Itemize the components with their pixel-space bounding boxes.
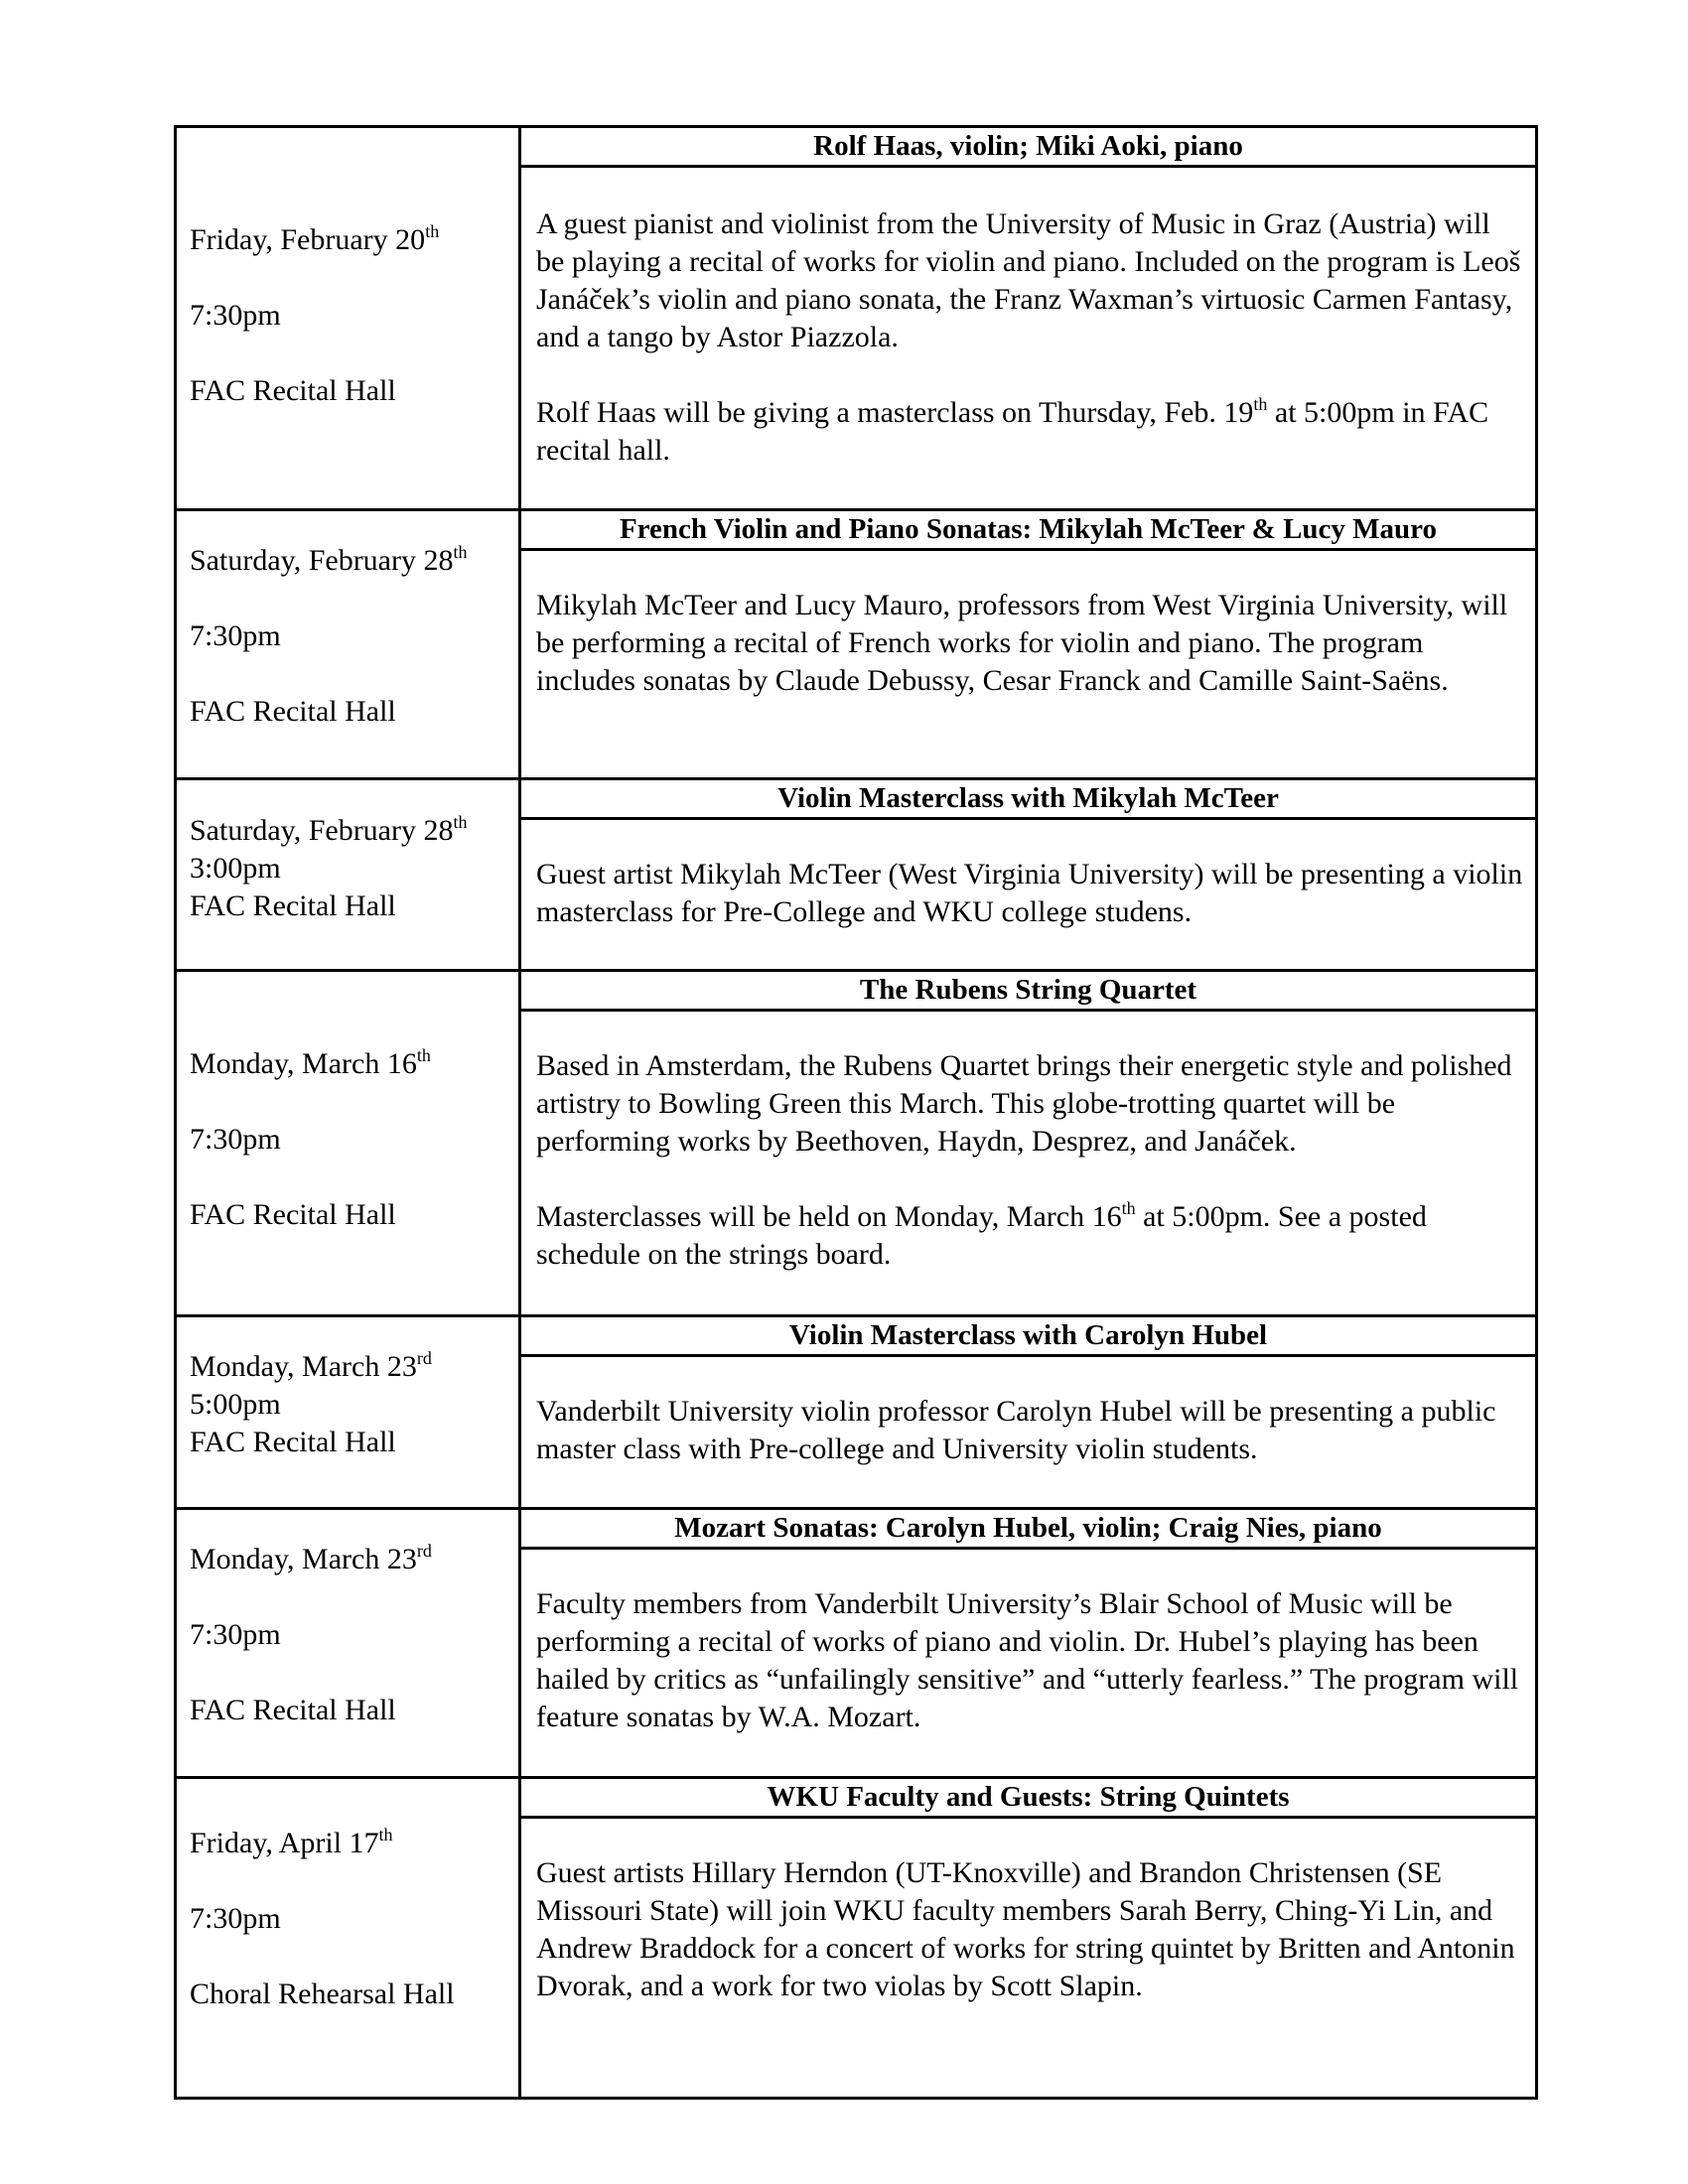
event-venue: FAC Recital Hall (190, 1426, 396, 1458)
event-title: Mozart Sonatas: Carolyn Hubel, violin; Craig Nies, piano (521, 1510, 1535, 1550)
event-date: Saturday, February 28th (190, 542, 468, 577)
event-time: 3:00pm (190, 852, 281, 885)
event-description: A guest pianist and violinist from the University of Music in Graz (Austria) will be playing a recital of works for violin and piano. Included on the program is Leoš Janáček’s violin and piano sonata, the Franz Waxman’s virtuosic Carmen Fantasy, and a tango by Astor Piazzola. Rolf Haas will be giving a masterclass on Thursday, Feb. 19th at 5:00pm in FAC recital hall. (536, 207, 1521, 467)
event-time: 7:30pm (190, 1618, 281, 1651)
event-title: French Violin and Piano Sonatas: Mikylah McTeer & Lucy Mauro (521, 511, 1535, 551)
event-time: 7:30pm (190, 299, 281, 332)
event-description: Based in Amsterdam, the Rubens Quartet brings their energetic style and polished artistry to Bowling Green this March. This globe-trotting quartet will be performing works by Beethoven, Haydn, Desprez, and Janáček. Masterclasses will be held on Monday, March 16th at 5:00pm. See a posted schedule on the strings board. (536, 1049, 1512, 1271)
events-table (174, 125, 1538, 2100)
event-when-where (177, 1779, 521, 2097)
event-title: Violin Masterclass with Carolyn Hubel (521, 1317, 1535, 1357)
event-time: 7:30pm (190, 1902, 281, 1935)
event-description: Mikylah McTeer and Lucy Mauro, professors from West Virginia University, will be performing a recital of French works for violin and piano. The program includes sonatas by Claude Debussy, Cesar Franck and Camille Saint-Saëns. (536, 589, 1508, 697)
event-venue: FAC Recital Hall (190, 1694, 396, 1726)
event-when-where (177, 1510, 521, 1779)
event-date: Friday, April 17th (190, 1825, 393, 1859)
event-venue: FAC Recital Hall (190, 695, 396, 728)
event-when-where (177, 128, 521, 511)
event-row (177, 508, 1535, 780)
event-time: 7:30pm (190, 619, 281, 652)
event-date: Friday, February 20th (190, 221, 440, 256)
event-venue: FAC Recital Hall (190, 1198, 396, 1231)
event-title: The Rubens String Quartet (521, 972, 1535, 1012)
event-when-where (177, 780, 521, 972)
event-row (177, 1507, 1535, 1779)
event-date: Monday, March 16th (190, 1045, 431, 1080)
event-description: Faculty members from Vanderbilt University’s Blair School of Music will be performing a recital of works of piano and violin. Dr. Hubel’s playing has been hailed by critics as “unfailingly sensitive” and “utterly fearless.” The program will feature sonatas by W.A. Mozart. (536, 1587, 1519, 1733)
event-row (177, 128, 1535, 511)
event-row (177, 777, 1535, 972)
event-date: Monday, March 23rd (190, 1541, 432, 1575)
event-venue: Choral Rehearsal Hall (190, 1978, 455, 2010)
event-time: 5:00pm (190, 1388, 281, 1421)
event-date: Monday, March 23rd (190, 1348, 432, 1383)
event-venue: FAC Recital Hall (190, 889, 396, 922)
event-title: Violin Masterclass with Mikylah McTeer (521, 780, 1535, 820)
event-row (177, 1314, 1535, 1510)
event-time: 7:30pm (190, 1123, 281, 1156)
event-when-where (177, 972, 521, 1317)
event-when-where (177, 511, 521, 780)
event-title: Rolf Haas, violin; Miki Aoki, piano (521, 128, 1535, 168)
event-row (177, 1776, 1535, 2097)
event-row (177, 969, 1535, 1317)
event-description: Guest artist Mikylah McTeer (West Virginia University) will be presenting a violin masterclass for Pre-College and WKU college studens. (536, 858, 1523, 928)
event-venue: FAC Recital Hall (190, 374, 396, 407)
event-title: WKU Faculty and Guests: String Quintets (521, 1779, 1535, 1819)
event-description: Guest artists Hillary Herndon (UT-Knoxville) and Brandon Christensen (SE Missouri State) will join WKU faculty members Sarah Berry, Ching-Yi Lin, and Andrew Braddock for a concert of works for string quintet by Britten and Antonin Dvorak, and a work for two violas by Scott Slapin. (536, 1856, 1515, 2002)
event-date: Saturday, February 28th (190, 812, 468, 847)
event-description: Vanderbilt University violin professor Carolyn Hubel will be presenting a public master class with Pre-college and University violin students. (536, 1395, 1496, 1465)
event-when-where (177, 1317, 521, 1510)
